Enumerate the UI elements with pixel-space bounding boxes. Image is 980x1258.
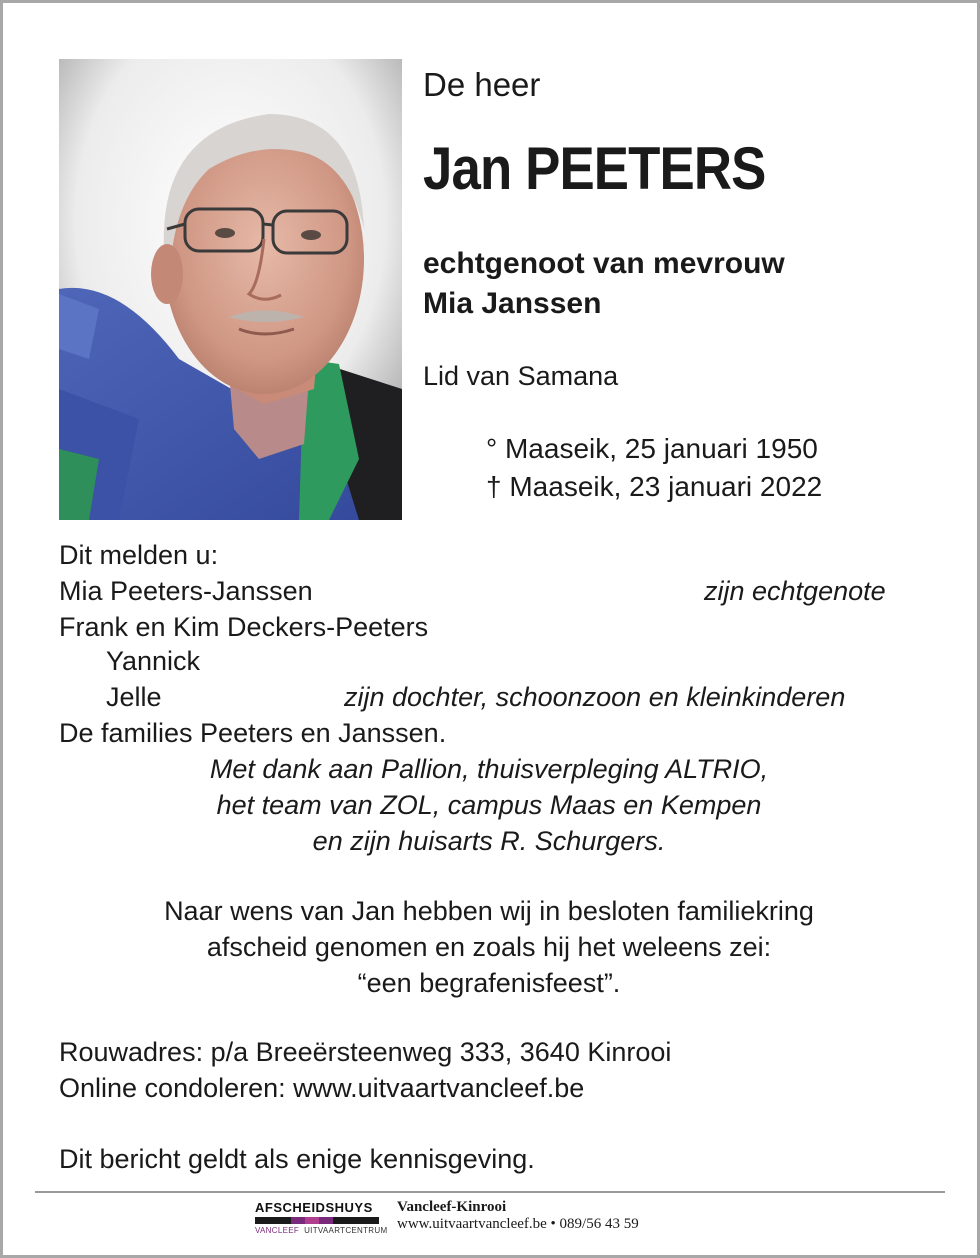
- spouse-line-2: Mia Janssen: [423, 287, 602, 320]
- mourning-address: Rouwadres: p/a Breeërsteenweg 333, 3640 Kinrooi: [59, 1037, 672, 1067]
- death-date: † Maaseik, 23 januari 2022: [486, 471, 823, 502]
- logo-bars: [255, 1217, 381, 1224]
- birth-date: ° Maaseik, 25 januari 1950: [486, 433, 818, 464]
- logo-bar-purple-2: [319, 1217, 333, 1224]
- notice-text: Dit bericht geldt als enige kennisgeving.: [59, 1144, 535, 1174]
- wish-line-3: “een begrafenisfeest”.: [357, 968, 621, 998]
- thanks-block: [59, 751, 919, 859]
- membership: Lid van Samana: [423, 361, 619, 391]
- family-name-5: De families Peeters en Janssen.: [59, 718, 447, 748]
- announce-intro: Dit melden u:: [59, 540, 219, 570]
- wish-line-2: afscheid genomen en zoals hij het weleens zei:: [206, 932, 772, 962]
- thanks-line-3: en zijn huisarts R. Schurgers.: [312, 826, 666, 856]
- wish-block: [59, 893, 919, 1001]
- logo-bar-dark-2: [333, 1217, 379, 1224]
- online-condolence: Online condoleren: www.uitvaartvancleef.be: [59, 1073, 585, 1103]
- footer-divider: [35, 1191, 945, 1193]
- funeral-home-logo: [255, 1200, 388, 1236]
- logo-bar-magenta: [305, 1217, 319, 1224]
- family-name-2: Frank en Kim Deckers-Peeters: [59, 612, 429, 642]
- logo-left-text: VANCLEEF: [255, 1226, 300, 1235]
- logo-subtitle: [255, 1226, 388, 1235]
- spouse-line-1: echtgenoot van mevrouw: [423, 247, 785, 280]
- spouse-block: [423, 244, 785, 324]
- company-contact[interactable]: www.uitvaartvancleef.be • 089/56 43 59: [397, 1216, 639, 1232]
- logo-bar-purple: [291, 1217, 305, 1224]
- family-name-1: Mia Peeters-Janssen: [59, 576, 313, 606]
- family-name-4: Jelle: [106, 682, 162, 712]
- life-dates: [486, 430, 822, 506]
- thanks-line-1: Met dank aan Pallion, thuisverpleging ALTRIO,: [209, 754, 769, 784]
- wish-line-1: Naar wens van Jan hebben wij in besloten familiekring: [164, 896, 814, 926]
- portrait-photo: [59, 59, 402, 520]
- logo-right-text: UITVAARTCENTRUM: [304, 1226, 388, 1235]
- salutation: De heer: [423, 66, 541, 103]
- deceased-name: Jan PEETERS: [423, 135, 766, 202]
- logo-bar-dark: [255, 1217, 291, 1224]
- family-relation-4: zijn dochter, schoonzoon en kleinkinderen: [344, 682, 846, 712]
- family-name-3: Yannick: [106, 646, 201, 676]
- logo-title: AFSCHEIDSHUYS: [255, 1200, 373, 1215]
- family-relation-1: zijn echtgenote: [704, 576, 886, 606]
- company-name: Vancleef-Kinrooi: [397, 1199, 507, 1215]
- thanks-line-2: het team van ZOL, campus Maas en Kempen: [216, 790, 762, 820]
